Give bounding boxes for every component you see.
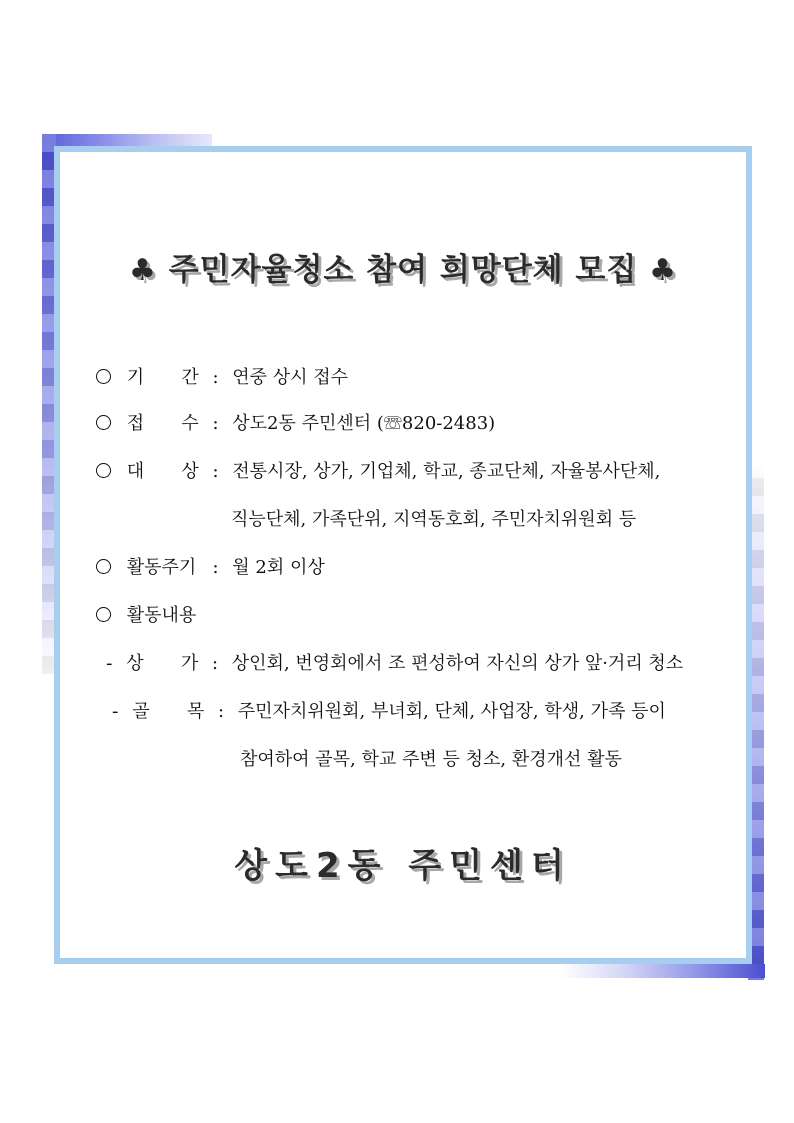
dash-marker: - [112, 701, 119, 722]
circle-bullet-icon [96, 559, 111, 574]
activity-alleys-row-continued [240, 748, 622, 772]
club-icon: ♣ [649, 253, 678, 288]
circle-bullet-icon [96, 369, 111, 384]
circle-bullet-icon [96, 463, 111, 478]
notice-card [54, 146, 752, 964]
footer-organization: 상도2동 주민센터 [234, 846, 572, 886]
content-row [96, 604, 196, 628]
dash-marker: - [106, 653, 113, 674]
activity-shops-label: 상 가 [126, 653, 199, 674]
target-value-line1: 전통시장, 상가, 기업체, 학교, 종교단체, 자율봉사단체, [232, 461, 661, 482]
activity-alleys-value-line1: 주민자치위원회, 부녀회, 단체, 사업장, 학생, 가족 등이 [237, 701, 666, 722]
cycle-label: 활동주기 [126, 557, 197, 578]
target-value-line2: 직능단체, 가족단위, 지역동호회, 주민자치위원회 등 [231, 509, 637, 530]
target-row [96, 460, 660, 484]
separator: : [212, 557, 219, 578]
period-value: 연중 상시 접수 [232, 367, 349, 388]
target-label: 대 상 [126, 461, 199, 482]
separator: : [212, 461, 219, 482]
activity-shops-row [106, 652, 683, 676]
notice-title [60, 244, 746, 289]
reception-value: 상도2동 주민센터 (☏820-2483) [232, 413, 496, 434]
activity-alleys-label: 골 목 [132, 701, 205, 722]
decorative-mosaic-bottom [560, 964, 765, 978]
separator: : [212, 367, 219, 388]
club-icon: ♣ [128, 253, 157, 288]
circle-bullet-icon [96, 415, 111, 430]
activity-alleys-value-line2: 참여하여 골목, 학교 주변 등 청소, 환경개선 활동 [240, 749, 622, 770]
activity-shops-value: 상인회, 번영회에서 조 편성하여 자신의 상가 앞·거리 청소 [231, 653, 684, 674]
separator: : [212, 413, 219, 434]
reception-row [96, 412, 495, 436]
content-label: 활동내용 [126, 605, 197, 626]
cycle-row [96, 556, 325, 580]
separator: : [217, 701, 225, 722]
cycle-value: 월 2회 이상 [232, 557, 325, 578]
activity-alleys-row [112, 700, 666, 724]
separator: : [211, 653, 219, 674]
period-label: 기 간 [126, 367, 199, 388]
circle-bullet-icon [96, 607, 111, 622]
notice-title-text: 주민자율청소 참여 희망단체 모집 [168, 252, 638, 288]
period-row [96, 366, 348, 390]
reception-label: 접 수 [126, 413, 199, 434]
target-row-continued [231, 508, 636, 532]
